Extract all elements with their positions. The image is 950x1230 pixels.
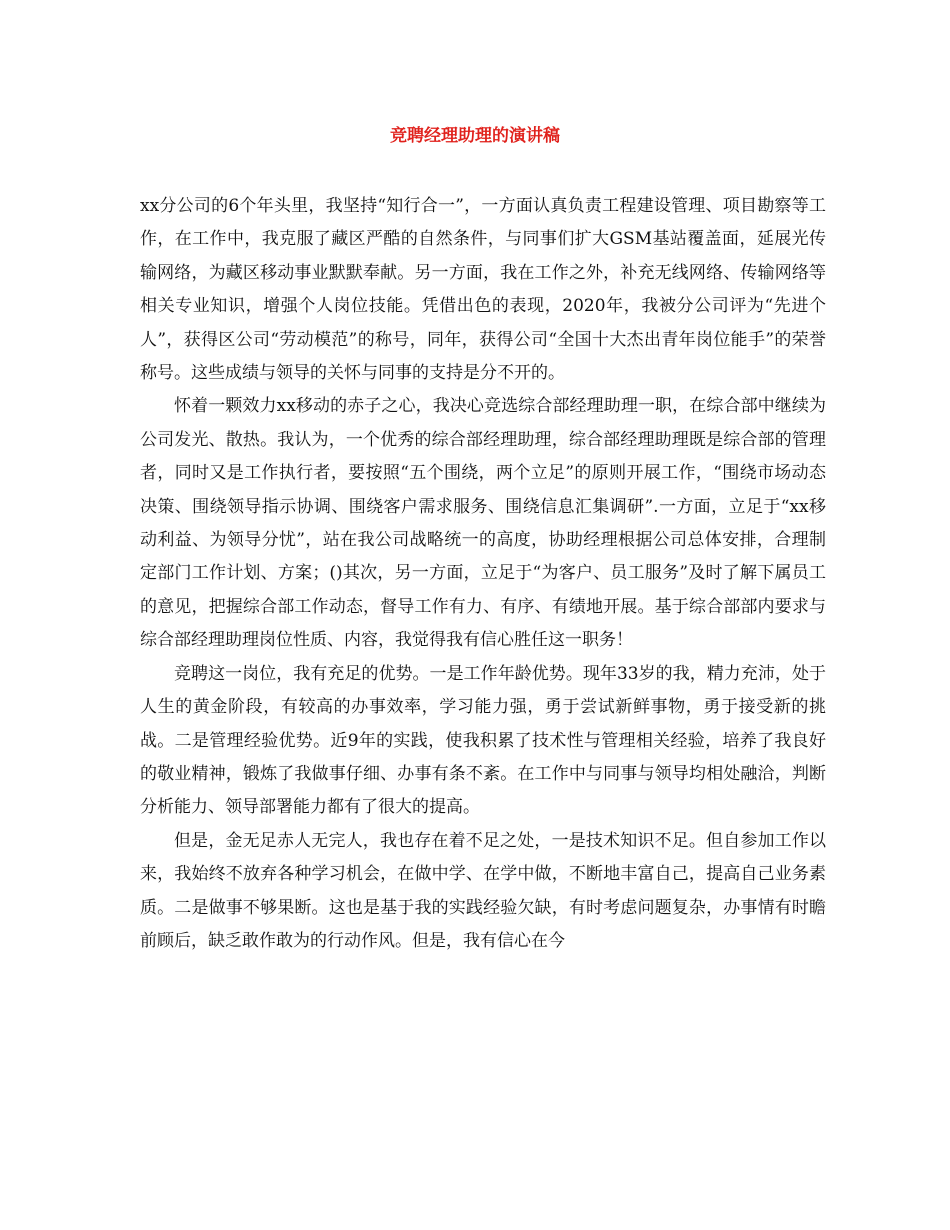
page-title: 竞聘经理助理的演讲稿 xyxy=(390,126,560,146)
paragraph-4: 但是，金无足赤人无完人，我也存在着不足之处，一是技术知识不足。但自参加工作以来，我始终不放弃各种学习机会，在做中学、在学中做，不断地丰富自己，提高自己业务素质。二是做事不够果断。这也是基于我的实践经验欠缺，有时考虑问题复杂，办事情有时瞻前顾后，缺乏敢作敢为的行动作风。但是，我有信心在今 xyxy=(140,830,826,951)
paragraph-2: 怀着一颗效力xx移动的赤子之心，我决心竞选综合部经理助理一职，在综合部中继续为公司发光、散热。我认为，一个优秀的综合部经理助理，综合部经理助理既是综合部的管理者，同时又是工作执行者，要按照“五个围绕，两个立足”的原则开展工作，“围绕市场动态决策、围绕领导指示协调、围绕客户需求服务、围绕信息汇集调研”.一方面，立足于“xx移动利益、为领导分忧”，站在我公司战略统一的高度，协助经理根据公司总体安排，合理制定部门工作计划、方案；()其次，另一方面，立足于“为客户、员工服务”及时了解下属员工的意见，把握综合部工作动态，督导工作有力、有序、有绩地开展。基于综合部部内要求与综合部经理助理岗位性质、内容，我觉得我有信心胜任这一职务！ xyxy=(140,396,826,651)
document-body xyxy=(140,190,826,958)
paragraph-3: 竞聘这一岗位，我有充足的优势。一是工作年龄优势。现年33岁的我，精力充沛，处于人生的黄金阶段，有较高的办事效率，学习能力强，勇于尝试新鲜事物，勇于接受新的挑战。二是管理经验优势。近9年的实践，使我积累了技术性与管理相关经验，培养了我良好的敬业精神，锻炼了我做事仔细、办事有条不紊。在工作中与同事与领导均相处融洽，判断分析能力、领导部署能力都有了很大的提高。 xyxy=(140,663,826,818)
paragraph-1: xx分公司的6个年头里，我坚持“知行合一”，一方面认真负责工程建设管理、项目勘察等工作，在工作中，我克服了藏区严酷的自然条件，与同事们扩大GSM基站覆盖面，延展光传输网络，为藏区移动事业默默奉献。另一方面，我在工作之外，补充无线网络、传输网络等相关专业知识，增强个人岗位技能。凭借出色的表现，2020年，我被分公司评为“先进个人”，获得区公司“劳动模范”的称号，同年，获得公司“全国十大杰出青年岗位能手”的荣誉称号。这些成绩与领导的关怀与同事的支持是分不开的。 xyxy=(140,196,826,384)
